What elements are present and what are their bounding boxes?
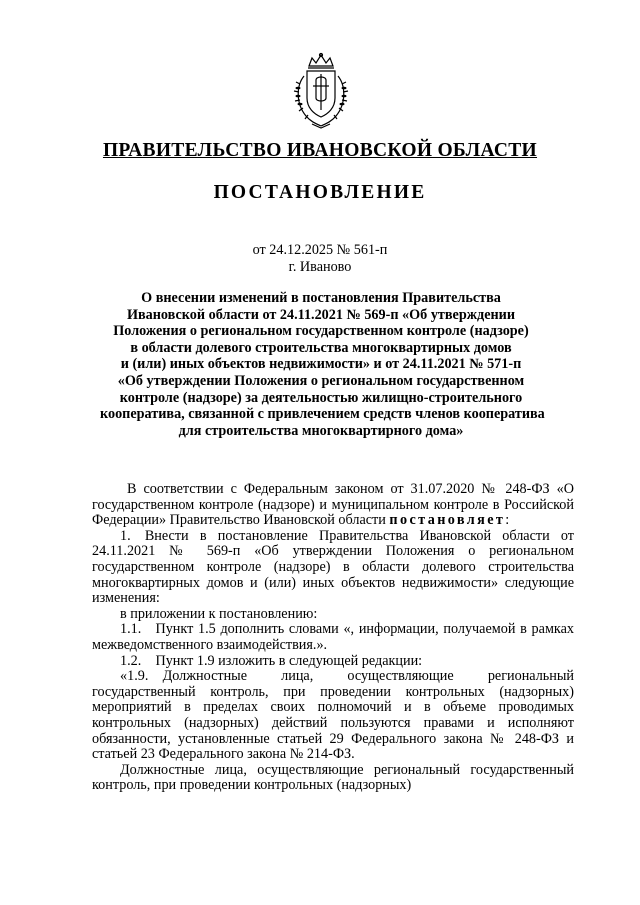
- subject-line: в области долевого строительства многоквартирных домов: [130, 339, 512, 356]
- organization-title: ПРАВИТЕЛЬСТВО ИВАНОВСКОЙ ОБЛАСТИ: [102, 140, 538, 161]
- subject-line: и (или) иных объектов недвижимости» и от 24.11.2021 № 571-п: [120, 356, 522, 373]
- item-1-annex-paragraph: в приложении к постановлению:: [120, 605, 318, 622]
- document-date-number: от 24.12.2025 № 561-п: [252, 242, 388, 258]
- coat-of-arms-icon: [290, 52, 352, 130]
- decree-word: постановляет: [389, 512, 506, 529]
- preamble-paragraph: [92, 482, 574, 529]
- subject-line: контроле (надзоре) за деятельностью жилищно-строительного: [119, 389, 523, 406]
- subject-line: «Об утверждении Положения о региональном государственном: [117, 372, 525, 389]
- document-body: [92, 482, 574, 794]
- item-1-paragraph: 1. Внести в постановление Правительства Ивановской области от 24.11.2021 № 569-п «Об утверждении Положения о региональном государственном контроле (надзоре) в области долевого строительства многоквартирных домов и (или) иных объектов недвижимости» следующие изменения:: [92, 527, 574, 607]
- document-city: г. Иваново: [288, 259, 352, 275]
- subject-line: Ивановской области от 24.11.2021 № 569-п «Об утверждении: [126, 306, 516, 323]
- decree-colon: :: [505, 512, 510, 529]
- document-type-title: ПОСТАНОВЛЕНИЕ: [213, 182, 427, 203]
- item-1-2-text-2-paragraph: Должностные лица, осуществляющие региональный государственный контроль, при проведении контрольных (надзорных): [92, 761, 574, 794]
- subject-line: для строительства многоквартирного дома»: [178, 422, 464, 439]
- document-subject: [100, 290, 545, 439]
- subject-line: О внесении изменений в постановления Правительства: [141, 290, 501, 306]
- preamble-text: В соответствии с Федеральным законом от 31.07.2020 № 248-ФЗ «О государственном контроле (надзоре) и муниципальном контроле в Российской Федерации» Правительство Ивановской области: [92, 481, 574, 529]
- item-1-2-paragraph: 1.2. Пункт 1.9 изложить в следующей редакции:: [120, 652, 423, 669]
- item-1-1-paragraph: 1.1. Пункт 1.5 дополнить словами «, информации, получаемой в рамках межведомственного взаимодействия.».: [92, 621, 574, 653]
- subject-line: Положения о региональном государственном контроле (надзоре): [113, 323, 529, 340]
- item-1-2-text-1-paragraph: «1.9. Должностные лица, осуществляющие региональный государственный контроль, при проведении контрольных (надзорных) мероприятий в пределах своих полномочий и в объеме проводимых контрольных (надзорных) действий пользуются правами и исполняют обязанности, установленные статьей 29 Федерального закона № 248-ФЗ и статьей 23 Федерального закона № 214-ФЗ.: [92, 668, 574, 763]
- subject-line: кооператива, связанной с привлечением средств членов кооператива: [100, 406, 545, 423]
